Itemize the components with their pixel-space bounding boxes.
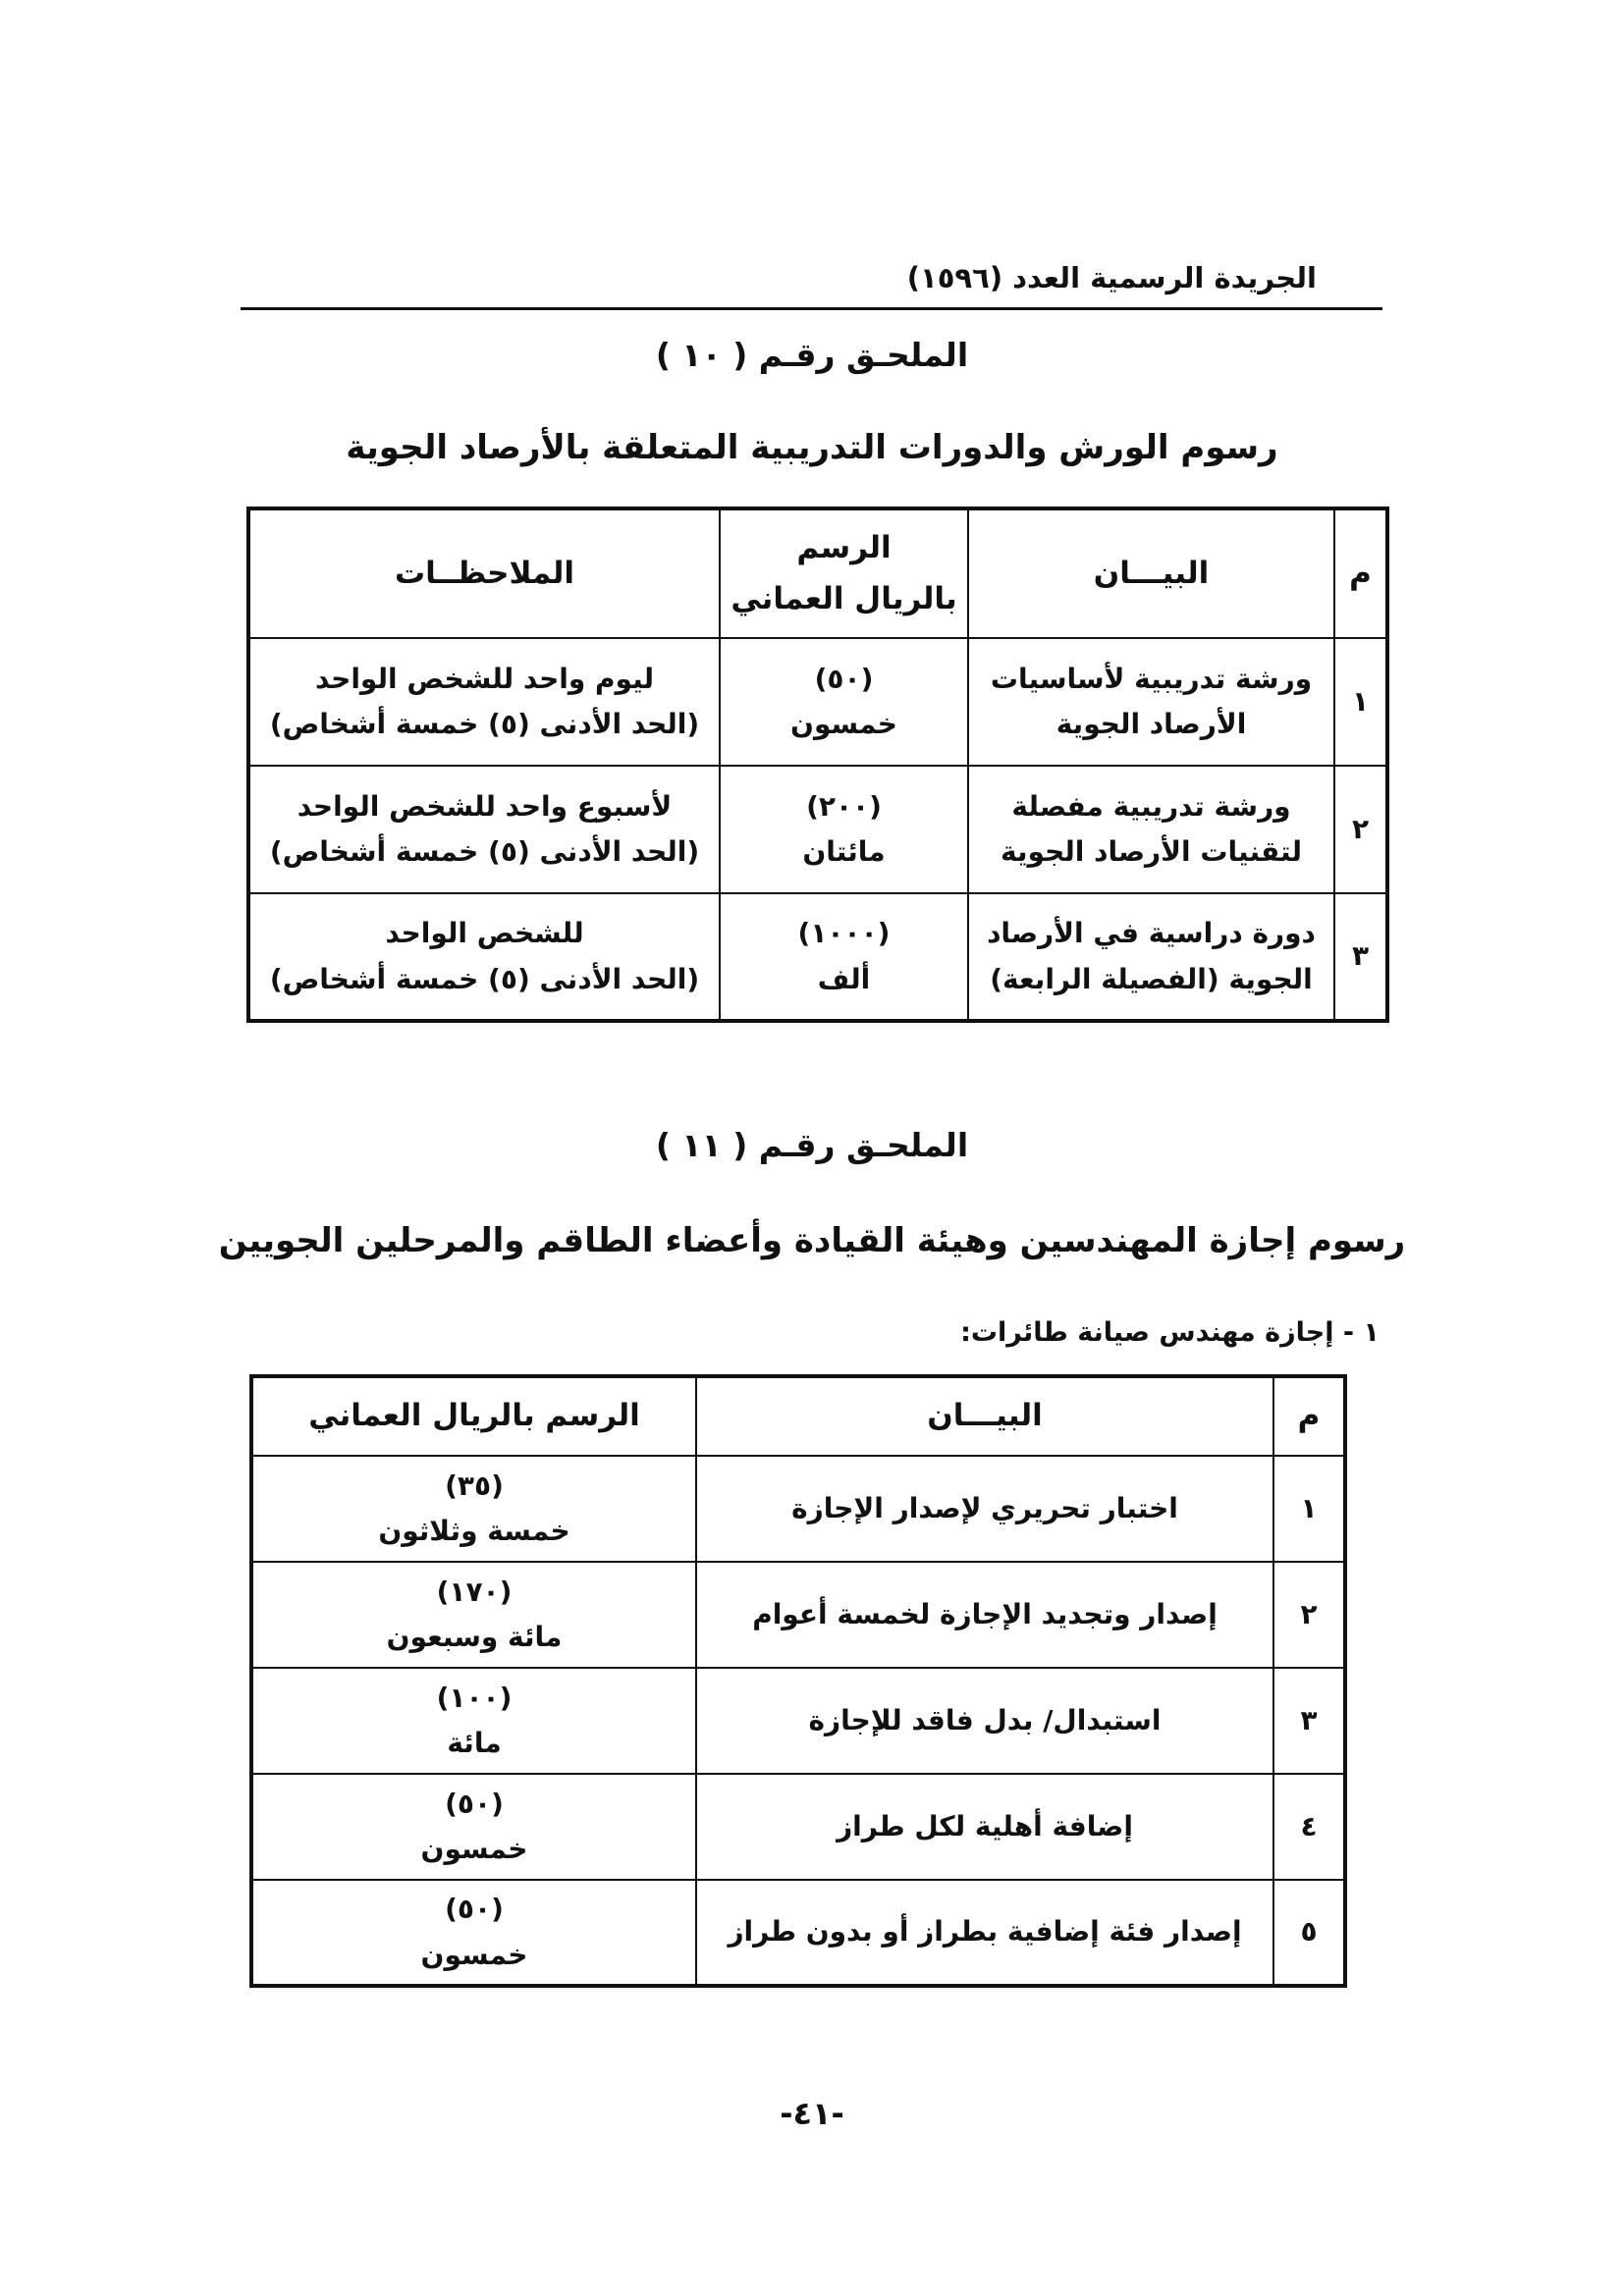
row-description-line1: ورشة تدريبية لأساسيات [990, 662, 1313, 695]
annex-11-table [249, 1374, 1347, 1988]
table-row [251, 1668, 1345, 1774]
row-fee [720, 638, 968, 766]
annex-10-label: الملحـق رقـم ( ١٠ ) [655, 336, 969, 374]
row-fee-words: خمسون [420, 1938, 528, 1971]
annex-11-label: الملحـق رقـم ( ١١ ) [655, 1126, 969, 1164]
row-fee-number: (١٠٠٠) [797, 917, 891, 950]
header-divider [241, 307, 1382, 310]
annex-10-title: رسوم الورش والدورات التدريبية المتعلقة بالأرصاد الجوية [346, 428, 1278, 467]
table-header-row [251, 1376, 1345, 1456]
row-notes [248, 638, 720, 766]
row-description: اختبار تحريري لإصدار الإجازة [696, 1456, 1273, 1562]
row-fee-number: (٢٠٠) [806, 789, 882, 823]
row-notes [248, 893, 720, 1021]
row-fee-number: (٥٠) [814, 662, 874, 695]
column-header-fee: الرسم بالريال العماني [251, 1376, 696, 1456]
table-row [251, 1562, 1345, 1668]
row-index: ٢ [1334, 766, 1387, 893]
row-index: ٤ [1273, 1774, 1345, 1880]
table-header-row [248, 508, 1387, 638]
row-fee-number: (٥٠) [445, 1787, 504, 1820]
row-fee-number: (٥٠) [445, 1893, 504, 1926]
row-fee [251, 1562, 696, 1668]
row-fee-words: مائتان [802, 835, 886, 868]
row-notes [248, 766, 720, 893]
row-notes-line2: (الحد الأدنى (٥) خمسة أشخاص) [269, 708, 700, 740]
column-header-index: م [1273, 1376, 1345, 1456]
row-description: إصدار فئة إضافية بطراز أو بدون طراز [696, 1880, 1273, 1986]
row-notes-line1: ليوم واحد للشخص الواحد [314, 662, 655, 695]
row-description [968, 638, 1334, 766]
row-fee-words: خمسون [420, 1833, 528, 1865]
subsection-heading: ١ - إجازة مهندس صيانة طائرات: [960, 1317, 1380, 1348]
row-description: إصدار وتجديد الإجازة لخمسة أعوام [696, 1562, 1273, 1668]
row-fee-words: مائة وسبعون [386, 1621, 563, 1653]
column-header-notes: الملاحظــات [248, 508, 720, 638]
row-fee [251, 1774, 696, 1880]
row-notes-line1: لأسبوع واحد للشخص الواحد [297, 789, 673, 823]
row-index: ٣ [1334, 893, 1387, 1021]
row-description-line2: الأرصاد الجوية [1056, 708, 1247, 740]
row-fee [720, 893, 968, 1021]
row-index: ١ [1334, 638, 1387, 766]
column-header-description: البيـــان [968, 508, 1334, 638]
row-fee [720, 766, 968, 893]
row-description [968, 893, 1334, 1021]
row-description-line1: ورشة تدريبية مفصلة [1011, 789, 1291, 823]
row-index: ١ [1273, 1456, 1345, 1562]
annex-11-title: رسوم إجازة المهندسين وهيئة القيادة وأعضاء الطاقم والمرحلين الجويين [218, 1221, 1406, 1260]
column-header-description: البيـــان [696, 1376, 1273, 1456]
table-row [248, 893, 1387, 1021]
row-fee [251, 1668, 696, 1774]
column-header-fee-line2: بالريال العماني [731, 580, 957, 616]
table-row [251, 1880, 1345, 1986]
row-description-line2: الجوية (الفصيلة الرابعة) [990, 962, 1313, 995]
row-notes-line1: للشخص الواحد [385, 917, 584, 950]
row-fee-number: (١٧٠) [436, 1575, 513, 1608]
row-fee-words: ألف [817, 962, 871, 995]
row-fee-number: (٣٥) [445, 1468, 504, 1502]
row-description [968, 766, 1334, 893]
row-index: ٥ [1273, 1880, 1345, 1986]
gazette-header-title: الجريدة الرسمية العدد (١٥٩٦) [906, 261, 1317, 294]
table-row [251, 1774, 1345, 1880]
column-header-index: م [1334, 508, 1387, 638]
table-row [248, 766, 1387, 893]
row-fee-number: (١٠٠) [436, 1681, 513, 1714]
row-fee [251, 1880, 696, 1986]
row-description-line2: لتقنيات الأرصاد الجوية [1001, 835, 1302, 868]
row-notes-line2: (الحد الأدنى (٥) خمسة أشخاص) [269, 835, 700, 868]
row-description: إضافة أهلية لكل طراز [696, 1774, 1273, 1880]
column-header-fee-line1: الرسم [796, 530, 892, 566]
table-row [251, 1456, 1345, 1562]
page-number: -٤١- [780, 2095, 844, 2132]
row-fee-words: خمسة وثلاثون [378, 1515, 570, 1547]
row-fee-words: مائة [447, 1727, 502, 1759]
table-row [248, 638, 1387, 766]
row-notes-line2: (الحد الأدنى (٥) خمسة أشخاص) [269, 962, 700, 995]
annex-10-table [246, 507, 1389, 1023]
row-index: ٢ [1273, 1562, 1345, 1668]
row-description-line1: دورة دراسية في الأرصاد [987, 917, 1316, 950]
row-fee-words: خمسون [790, 708, 897, 740]
row-description: استبدال/ بدل فاقد للإجازة [696, 1668, 1273, 1774]
row-fee [251, 1456, 696, 1562]
row-index: ٣ [1273, 1668, 1345, 1774]
column-header-fee [720, 508, 968, 638]
